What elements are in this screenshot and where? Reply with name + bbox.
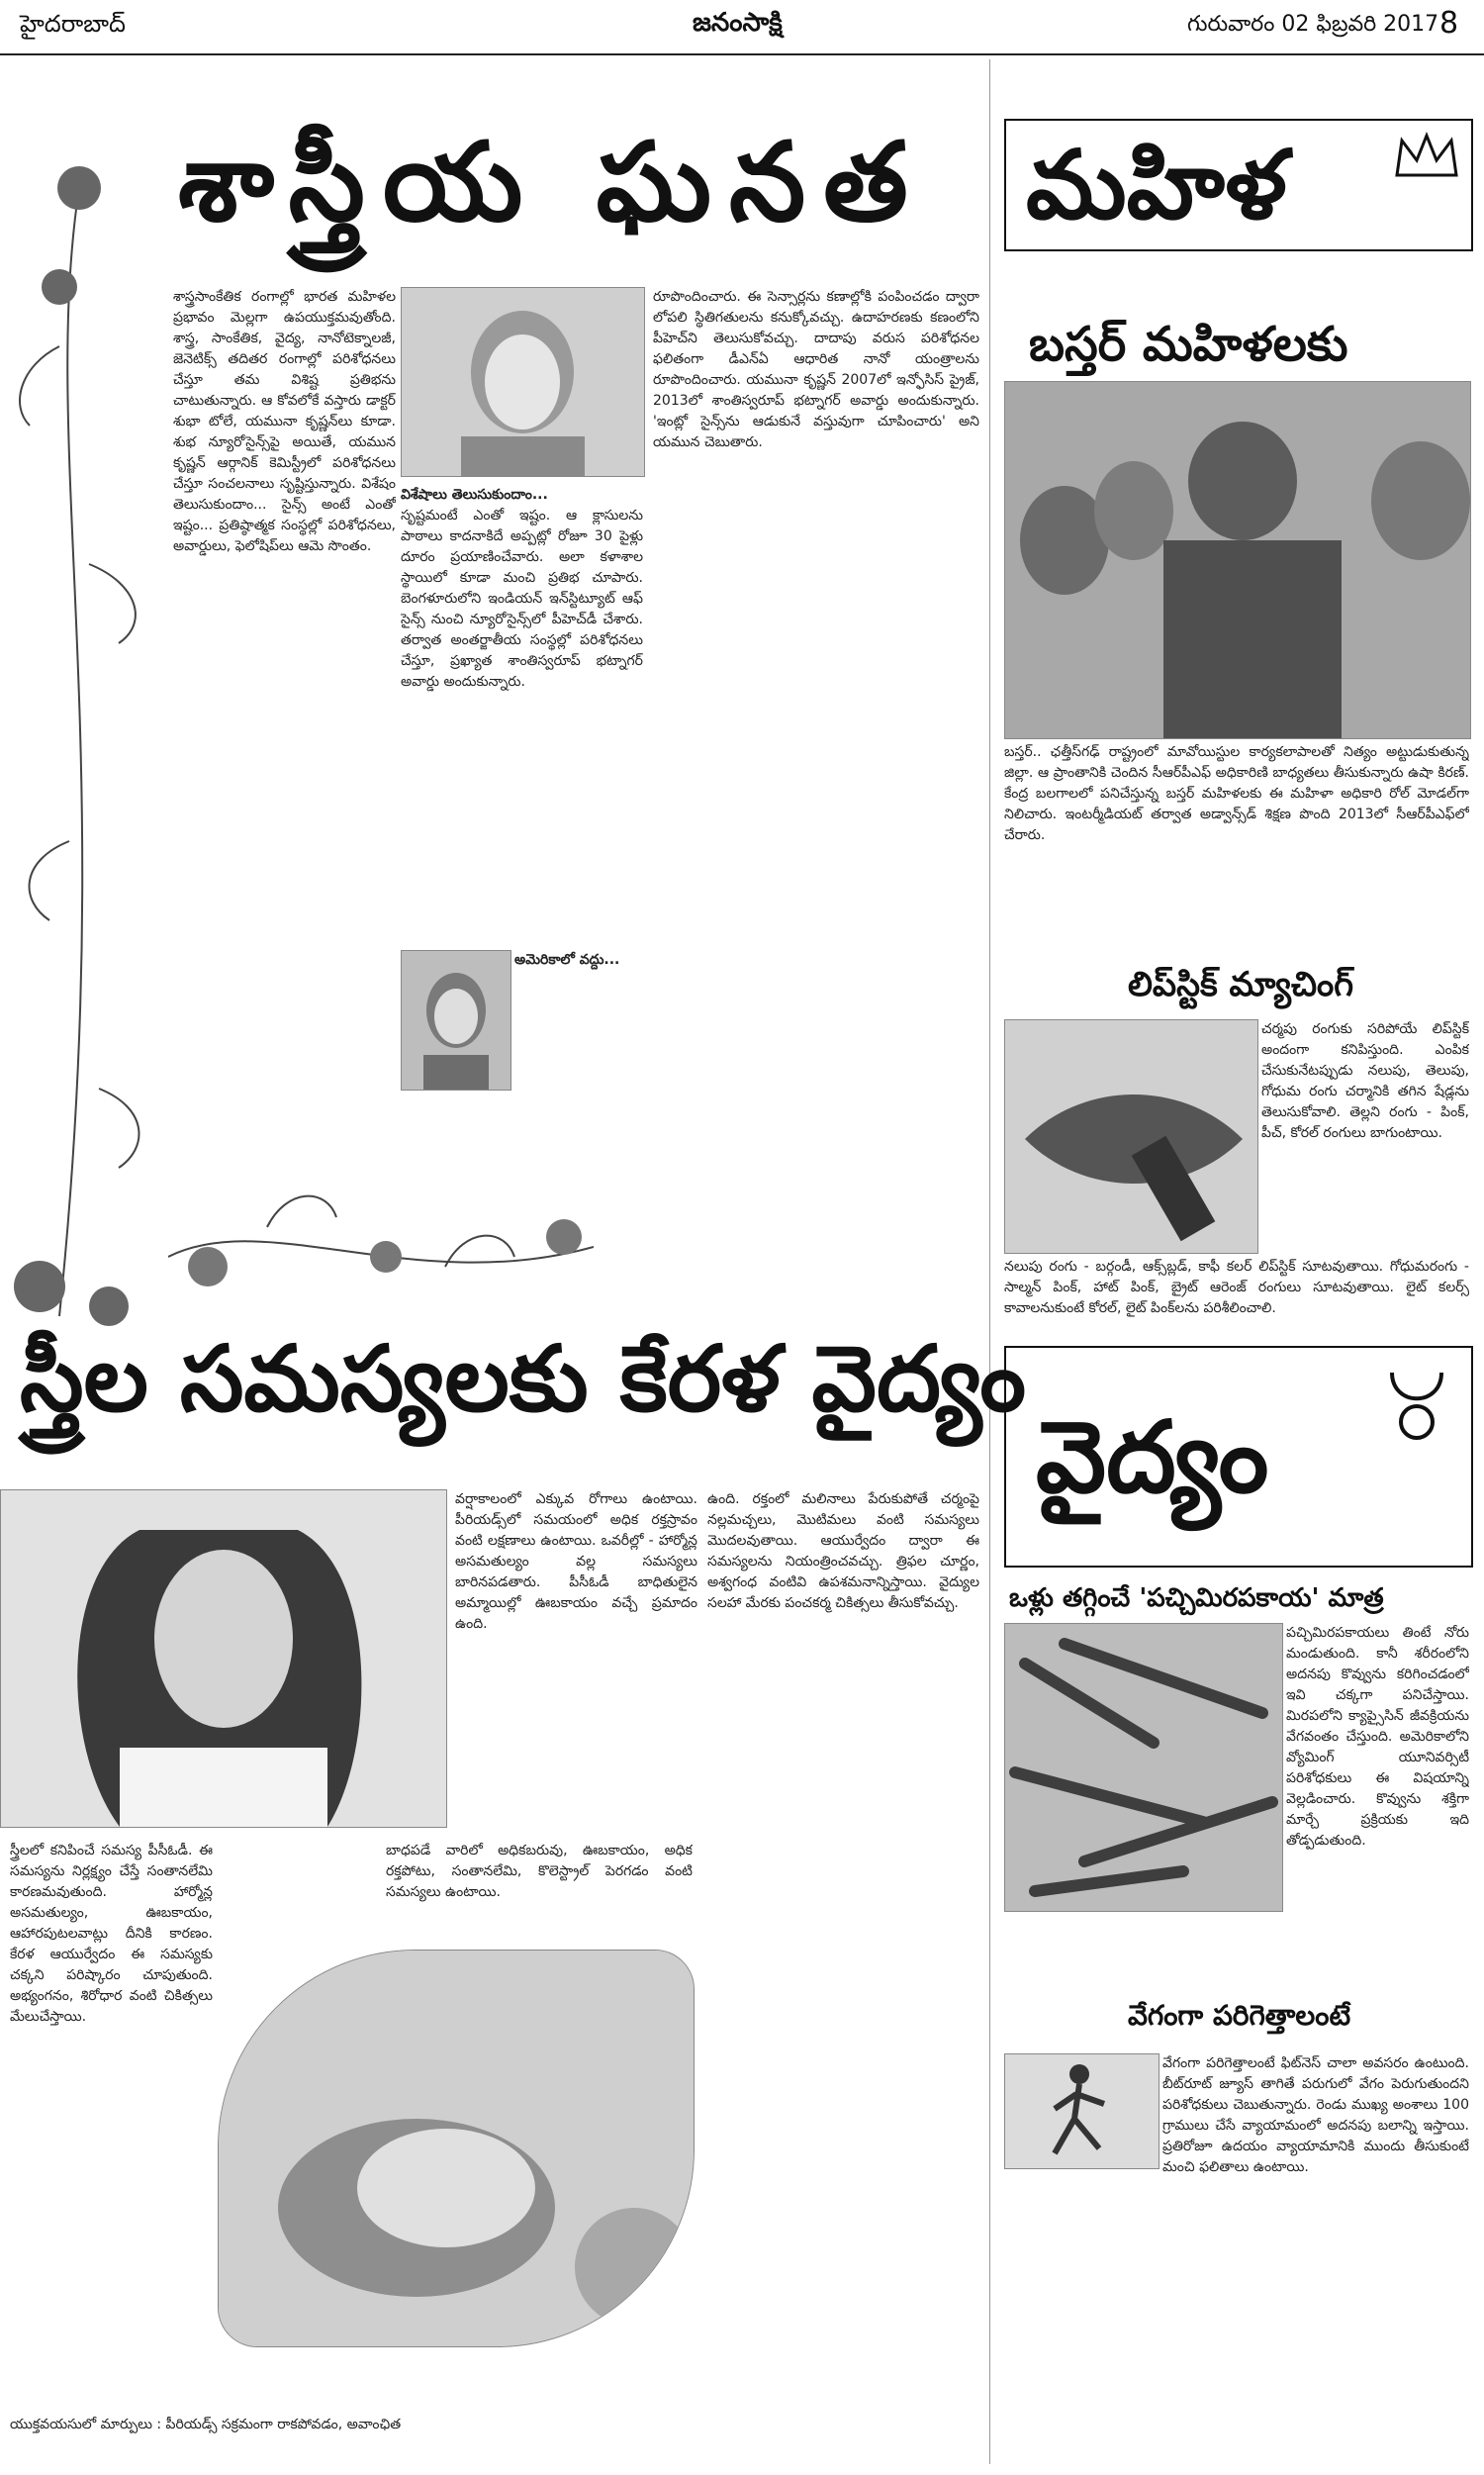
chilli-photo xyxy=(1004,1623,1283,1912)
woman-photo xyxy=(0,1489,447,1828)
article-column: బాధపడే వారిలో అధికబరువు, ఊబకాయం, అధిక రక్తపోటు, సంతానలేమి, కొలెస్ట్రాల్ పెరగడం వంటి సమస్యలు ఉంటాయి. xyxy=(386,1843,693,1900)
runner-photo xyxy=(1004,2053,1159,2169)
header-rule xyxy=(0,53,1484,55)
bastar-body: బస్తర్.. ఛత్తీస్‌గఢ్ రాష్ట్రంలో మావోయిస్టుల కార్యకలాపాలతో నిత్యం అట్టుడుకుతున్న జిల్లా. ఆ ప్రాంతానికి చెందిన సీఆర్‌పీఎఫ్ అధికారిణి బాధ్యతలు తీసుకున్నారు ఉషా కిరణ్. కేంద్ర బలగాలలో పనిచేస్తున్న బస్తర్ మహిళలకు ఈ మహిళా అధికారి రోల్ మోడల్‌గా నిలిచారు. ఇంటర్మీడియట్ తర్వాత అడ్వాన్స్‌డ్ శిక్షణ పొంది 2013లో సీఆర్‌పీఎఫ్‌లో చేరారు. xyxy=(1004,744,1469,843)
logo-text: మహిళ xyxy=(1026,129,1287,240)
chilli-icon xyxy=(1005,1624,1282,1911)
lipstick-body: చర్మపు రంగుకు సరిపోయే లిప్‌స్టిక్ అందంగా కనిపిస్తుంది. ఎంపిక చేసుకునేటప్పుడు నలుపు, తెలుపు, గోధుమ రంగు చర్మానికి తగిన షేడ్లను తెలుసుకోవాలి. తెల్లని రంగు - పింక్, పీచ్, కోరల్ రంగులు బాగుంటాయి. xyxy=(1261,1021,1469,1141)
article-column: వర్షాకాలంలో ఎక్కువ రోగాలు ఉంటాయి. పీరియడ్స్‌లో సమయంలో అధిక రక్తస్రావం వంటి లక్షణాలు ఉంటాయి. ఒవరీల్లో - హార్మోన్ల అసమతుల్యం వల్ల సమస్యలు బారినపడతారు. పీసీఓడీ బాధితులైన అమ్మాయిల్లో ఊబకాయం వచ్చే ప్రమాదం ఉంది. xyxy=(455,1491,697,1632)
logo-text: వైద్యం xyxy=(1036,1398,1269,1515)
vaidyam-body: పచ్చిమిరపకాయలు తింటే నోరు మండుతుంది. కానీ శరీరంలోని అదనపు కొవ్వును కరిగించడంలో ఇవి చక్కగా పనిచేస్తాయి. మిరపలోని క్యాప్సైసిన్ జీవక్రియను వేగవంతం చేస్తుంది. అమెరికాలోని వ్యోమింగ్ యూనివర్సిటీ పరిశోధకులు ఈ విషయాన్ని వెల్లడించారు. కొవ్వును శక్తిగా మార్చే ప్రక్రియకు ఇది తోడ్పడుతుంది. xyxy=(1286,1625,1469,1849)
header-city: హైదరాబాద్ xyxy=(20,10,126,38)
person-icon xyxy=(402,951,510,1090)
person-icon xyxy=(402,288,644,476)
crown-icon xyxy=(1392,131,1461,180)
article-title: శాస్త్రీయ ఘనత xyxy=(178,119,926,245)
header-date: గురువారం 02 ఫిబ్రవరి 2017 xyxy=(1187,12,1439,37)
floral-decoration xyxy=(0,148,163,1336)
article-column: స్త్రీలలో కనిపించే సమస్య పీసీఓడీ. ఈ సమస్యను నిర్లక్ష్యం చేస్తే సంతానలేమి కారణమవుతుంది. హార్మోన్ల అసమతుల్యం, ఊబకాయం, ఆహారపుటలవాట్లు దీనికి కారణం. కేరళ ఆయుర్వేదం ఈ సమస్యకు చక్కని పరిష్కారం చూపుతుంది. అభ్యంగనం, శిరోధార వంటి చికిత్సలు మేలుచేస్తాయి. xyxy=(10,1843,213,2025)
article-column: శాస్త్రసాంకేతిక రంగాల్లో భారత మహిళల ప్రభావం మెల్లగా ఉపయుక్తమవుతోంది. శాస్త్ర, సాంకేతిక, వైద్య, నానోటెక్నాలజీ, జెనెటిక్స్ తదితర రంగాల్లో పరిశోధనలు చేస్తూ తమ విశిష్ట ప్రతిభను చాటుతున్నారు. ఆ కోవలోకే వస్తారు డాక్టర్ శుభా టోలే, యమునా కృష్ణన్‌లు కూడా. శుభ న్యూరోసైన్స్‌పై అయితే, యమున కృష్ణన్ ఆర్గానిక్ కెమిస్ట్రీలో పరిశోధనలు చేస్తూ సంచలనాలు సృష్టిస్తున్నారు. విశేషం తెలుసుకుందాం... సైన్స్ అంటే ఎంతో ఇష్టం... ప్రతిష్ఠాత్మక సంస్థల్లో పరిశోధనలు, అవార్డులు, ఫెలోషిప్‌లు ఆమె సొంతం. xyxy=(173,289,396,554)
inset-heading: అమెరికాలో వద్దు... xyxy=(514,952,620,968)
spa-photo xyxy=(218,1950,695,2347)
bastar-photo xyxy=(1004,381,1471,739)
lipstick-photo xyxy=(1004,1019,1258,1254)
portrait-photo-small xyxy=(401,950,511,1091)
woman-icon xyxy=(1,1490,446,1827)
portrait-photo xyxy=(401,287,645,477)
soldier-group-icon xyxy=(1005,382,1470,738)
article-text: సృష్టమంటే ఎంతో ఇష్టం. ఆ క్లాసులను పాఠాలు కాదనాకిదే అప్పట్లో రోజూ 30 పైళ్లు దూరం ప్రయాణించేవారు. అలా కళాశాల స్థాయిలో కూడా మంచి ప్రతిభ చూపారు. బెంగళూరులోని ఇండియన్ ఇన్‌స్టిట్యూట్ ఆఫ్ సైన్స్ నుంచి న్యూరోసైన్స్‌లో పీహెచ్‌డీ చేశారు. తర్వాత అంతర్జాతీయ సంస్థల్లో పరిశోధనలు చేస్తూ, ప్రఖ్యాత శాంతిస్వరూప్ భట్నాగర్ అవార్డు అందుకున్నారు. xyxy=(401,508,643,690)
newspaper-name: జనంసాక్షి xyxy=(693,8,783,38)
article-title: స్త్రీల సమస్యలకు కేరళ వైద్యం xyxy=(20,1326,1027,1432)
spa-treatment-icon xyxy=(219,1951,694,2346)
lipstick-headline: లిప్‌స్టిక్ మ్యాచింగ్ xyxy=(1128,965,1354,1004)
lips-icon xyxy=(1005,1020,1257,1253)
bastar-headline: బస్తర్ మహిళలకు xyxy=(1029,317,1348,372)
vaidyam-logo xyxy=(1004,1346,1473,1568)
running-body: వేగంగా పరిగెత్తాలంటే ఫిట్‌నెస్ చాలా అవసరం ఉంటుంది. బీట్‌రూట్ జ్యూస్ తాగితే పరుగులో వేగం పెరుగుతుందని పరిశోధకులు చెబుతున్నారు. రెండు ముఖ్య అంశాలు 100 గ్రాములు చేసే వ్యాయామంలో అదనపు బలాన్ని ఇస్తాయి. ప్రతిరోజూ ఉదయం వ్యాయామానికి ముందు తీసుకుంటే మంచి ఫలితాలు ఉంటాయి. xyxy=(1162,2055,1469,2175)
footer-note: యుక్తవయసులో మార్పులు : పీరియడ్స్ సక్రమంగా రాకపోవడం, అవాంఛిత xyxy=(10,2417,402,2432)
flower-icon xyxy=(0,148,163,1336)
stethoscope-icon xyxy=(1377,1368,1456,1447)
article-column: రూపొందించారు. ఈ సెన్సార్లను కణాల్లోకి పంపించడం ద్వారా లోపలి స్థితిగతులను కనుక్కోవచ్చు. ఉదాహరణకు కణంలోని పీహెచ్‌ని తెలుసుకోవచ్చు. దాదాపు వరుస పరిశోధనల ఫలితంగా డీఎన్ఏ ఆధారిత నానో యంత్రాలను రూపొందించారు. యమునా కృష్ణన్ 2007లో ఇన్ఫోసిస్ ప్రైజ్, 2013లో శాంతిస్వరూప్ భట్నాగర్ అవార్డు అందుకున్నారు. 'ఇంట్లో సైన్స్‌ను ఆడుకునే వస్తువుగా చూపించారు' అని యమున చెబుతారు. xyxy=(653,289,979,450)
column-divider xyxy=(989,59,990,2464)
article-column: ఉంది. రక్తంలో మలినాలు పేరుకుపోతే చర్మంపై నల్లమచ్చలు, మొటిమలు వంటి సమస్యలు మొదలవుతాయి. ఆయుర్వేదం ద్వారా ఈ సమస్యలను నియంత్రించవచ్చు. త్రిఫల చూర్ణం, అశ్వగంధ వంటివి ఉపశమనాన్నిస్తాయి. వైద్యుల సలహా మేరకు పంచకర్మ చికిత్సలు తీసుకోవచ్చు. xyxy=(707,1491,979,1611)
page-number: 8 xyxy=(1439,6,1459,41)
lipstick-body-2: నలుపు రంగు - బర్గండీ, ఆక్స్‌బ్లడ్, కాఫీ కలర్ లిప్‌స్టిక్ సూటవుతాయి. గోధుమరంగు - సాల్మన్ పింక్, హాట్ పింక్, బ్రైట్ ఆరెంజ్ రంగులు సూటవుతాయి. లైట్ కలర్స్ కావాలనుకుంటే కోరల్, లైట్ పింక్‌లను పరిశీలించాలి. xyxy=(1004,1259,1469,1316)
article-column xyxy=(401,485,643,1019)
vaidyam-headline: ఒళ్లు తగ్గించే 'పచ్చిమిరపకాయ' మాత్ర xyxy=(1009,1583,1384,1613)
runner-icon xyxy=(1005,2054,1159,2168)
article-column xyxy=(514,950,643,1296)
inset-heading: విశేషాలు తెలుసుకుందాం... xyxy=(401,487,548,503)
mahila-logo xyxy=(1004,119,1473,251)
running-subhead: వేగంగా పరిగెత్తాలంటే xyxy=(1128,1999,1351,2032)
